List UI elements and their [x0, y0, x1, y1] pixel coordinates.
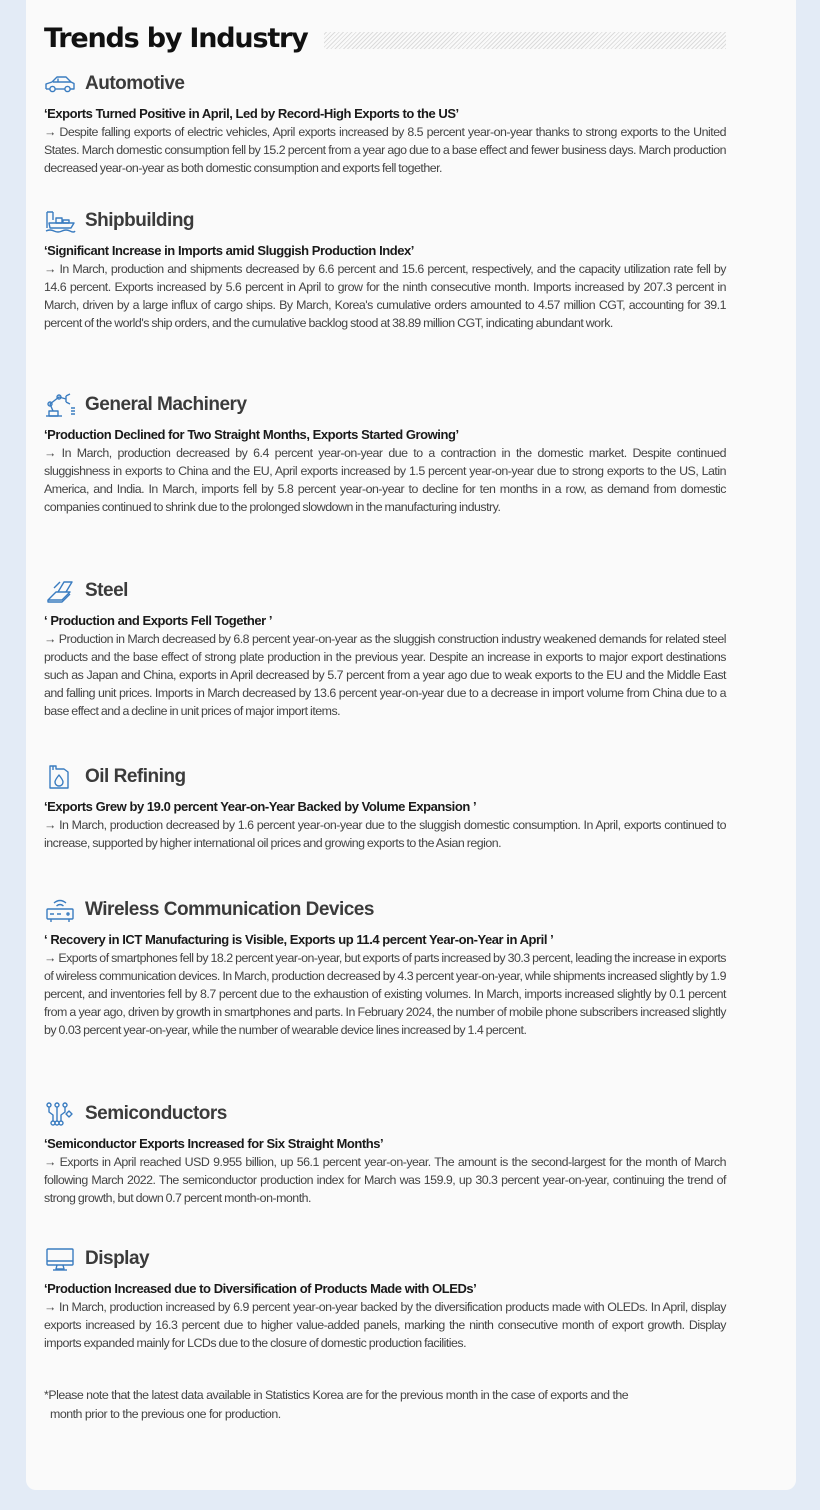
section-steel: [44, 578, 726, 720]
section-body: → Exports in April reached USD 9.955 billion, up 56.1 percent year-on-year. The amount is the second-largest for the month of March following March 2022. The semiconductor production index for March was 159.9, up 30.3 percent year-on-year, continuing the trend of strong growth, but down 0.7 percent month-on-month.: [44, 1155, 726, 1205]
section-automotive: [44, 71, 726, 177]
section-display: [44, 1246, 726, 1352]
page-header: [44, 16, 726, 60]
section-subtitle: ‘ Production and Exports Fell Together ’: [44, 613, 273, 628]
section-header: [44, 1101, 726, 1127]
section-title: Wireless Communication Devices: [85, 899, 374, 920]
section-title: Automotive: [85, 73, 185, 94]
ship-icon: [44, 208, 76, 234]
section-body: → Despite falling exports of electric vehicles, April exports increased by 8.5 percent year-on-year thanks to strong exports to the United States. March domestic consumption fell by 15.2 percent from a year ago due to a base effect and fewer business days. March production decreased year-on-year as both domestic consumption and exports fell together.: [44, 125, 726, 175]
section-header: [44, 392, 726, 418]
section-header: [44, 578, 726, 604]
monitor-icon: [44, 1246, 76, 1272]
router-icon: [44, 897, 76, 923]
section-subtitle: ‘Exports Grew by 19.0 percent Year-on-Year Backed by Volume Expansion ’: [44, 799, 477, 814]
section-header: [44, 71, 726, 97]
section-shipbuilding: [44, 208, 726, 332]
page-title: Trends by Industry: [44, 22, 308, 54]
section-title: Shipbuilding: [85, 210, 195, 231]
section-oil-refining: [44, 764, 726, 852]
title-hatch-decoration: [324, 32, 726, 49]
section-body: → In March, production and shipments decreased by 6.6 percent and 15.6 percent, respectively, and the capacity utilization rate fell by 14.6 percent. Exports increased by 5.6 percent in April to grow for the ninth consecutive month. Imports increased by 207.3 percent in March, driven by a large influx of cargo ships. By March, Korea's cumulative orders amounted to 4.57 million CGT, accounting for 39.1 percent of the world's ship orders, and the cumulative backlog stood at 38.89 million CGT, indicating abundant work.: [44, 262, 726, 330]
car-icon: [44, 71, 76, 97]
section-header: [44, 897, 726, 923]
section-title: Steel: [85, 580, 128, 601]
section-subtitle: ‘Exports Turned Positive in April, Led by Record-High Exports to the US’: [44, 106, 459, 121]
section-body: → Exports of smartphones fell by 18.2 percent year-on-year, but exports of parts increased by 30.3 percent, leading the increase in exports of wireless communication devices. In March, production decreased by 4.3 percent year-on-year, while shipments increased slightly by 1.9 percent, and inventories fell by 8.7 percent due to the exhaustion of existing volumes. In March, imports increased slightly by 0.1 percent from a year ago, driven by growth in smartphones and parts. In February 2024, the number of mobile phone subscribers increased slightly by 0.03 percent year-on-year, while the number of wearable device lines increased by 1.4 percent.: [44, 951, 726, 1037]
section-title: Display: [85, 1248, 150, 1269]
section-header: [44, 208, 726, 234]
section-subtitle: ‘ Recovery in ICT Manufacturing is Visible, Exports up 11.4 percent Year-on-Year in April ’: [44, 932, 554, 947]
section-body: → Production in March decreased by 6.8 percent year-on-year as the sluggish construction industry weakened demands for related steel products and the base effect of strong plate production in the previous year. Despite an increase in exports to major export destinations such as Japan and China, exports in April decreased by 5.7 percent from a year ago due to weak exports to the EU and the Middle East and falling unit prices. Imports in March decreased by 13.6 percent year-on-year due to a decrease in import volume from China due to a base effect and a decline in unit prices of major import items.: [44, 632, 726, 718]
footnote-line-2: month prior to the previous one for production.: [50, 1407, 281, 1421]
chip-icon: [44, 1101, 76, 1127]
robot-arm-icon: [44, 392, 76, 418]
section-header: [44, 764, 726, 790]
section-subtitle: ‘Production Increased due to Diversification of Products Made with OLEDs’: [44, 1281, 477, 1296]
section-title: General Machinery: [85, 394, 247, 415]
section-body: → In March, production increased by 6.9 percent year-on-year backed by the diversification products made with OLEDs. In April, display exports increased by 16.3 percent due to higher value-added panels, marking the ninth consecutive month of export growth. Display imports expanded mainly for LCDs due to the closure of domestic production facilities.: [44, 1300, 726, 1350]
section-header: [44, 1246, 726, 1272]
footnote-line-1: *Please note that the latest data available in Statistics Korea are for the previous month in the case of exports and the: [44, 1388, 629, 1402]
section-body: → In March, production decreased by 1.6 percent year-on-year due to the sluggish domestic consumption. In April, exports continued to increase, supported by higher international oil prices and growing exports to the Asian region.: [44, 818, 726, 850]
section-title: Oil Refining: [85, 766, 186, 787]
section-subtitle: ‘Semiconductor Exports Increased for Six Straight Months’: [44, 1136, 384, 1151]
section-subtitle: ‘Significant Increase in Imports amid Sluggish Production Index’: [44, 243, 414, 258]
section-subtitle: ‘Production Declined for Two Straight Months, Exports Started Growing’: [44, 427, 459, 442]
section-body: → In March, production decreased by 6.4 percent year-on-year due to a contraction in the domestic market. Despite continued sluggishness in exports to China and the EU, April exports increased by 1.5 percent year-on-year due to strong exports to the US, Latin America, and India. In March, imports fell by 5.8 percent year-on-year to decline for ten months in a row, as demand from domestic companies continued to shrink due to the prolonged slowdown in the manufacturing industry.: [44, 446, 726, 514]
oil-can-icon: [44, 764, 76, 790]
section-semiconductors: [44, 1101, 726, 1207]
section-general-machinery: [44, 392, 726, 516]
footnote: [44, 1386, 726, 1424]
section-title: Semiconductors: [85, 1103, 227, 1124]
steel-beam-icon: [44, 578, 76, 604]
section-wireless-communication-devices: [44, 897, 726, 1039]
